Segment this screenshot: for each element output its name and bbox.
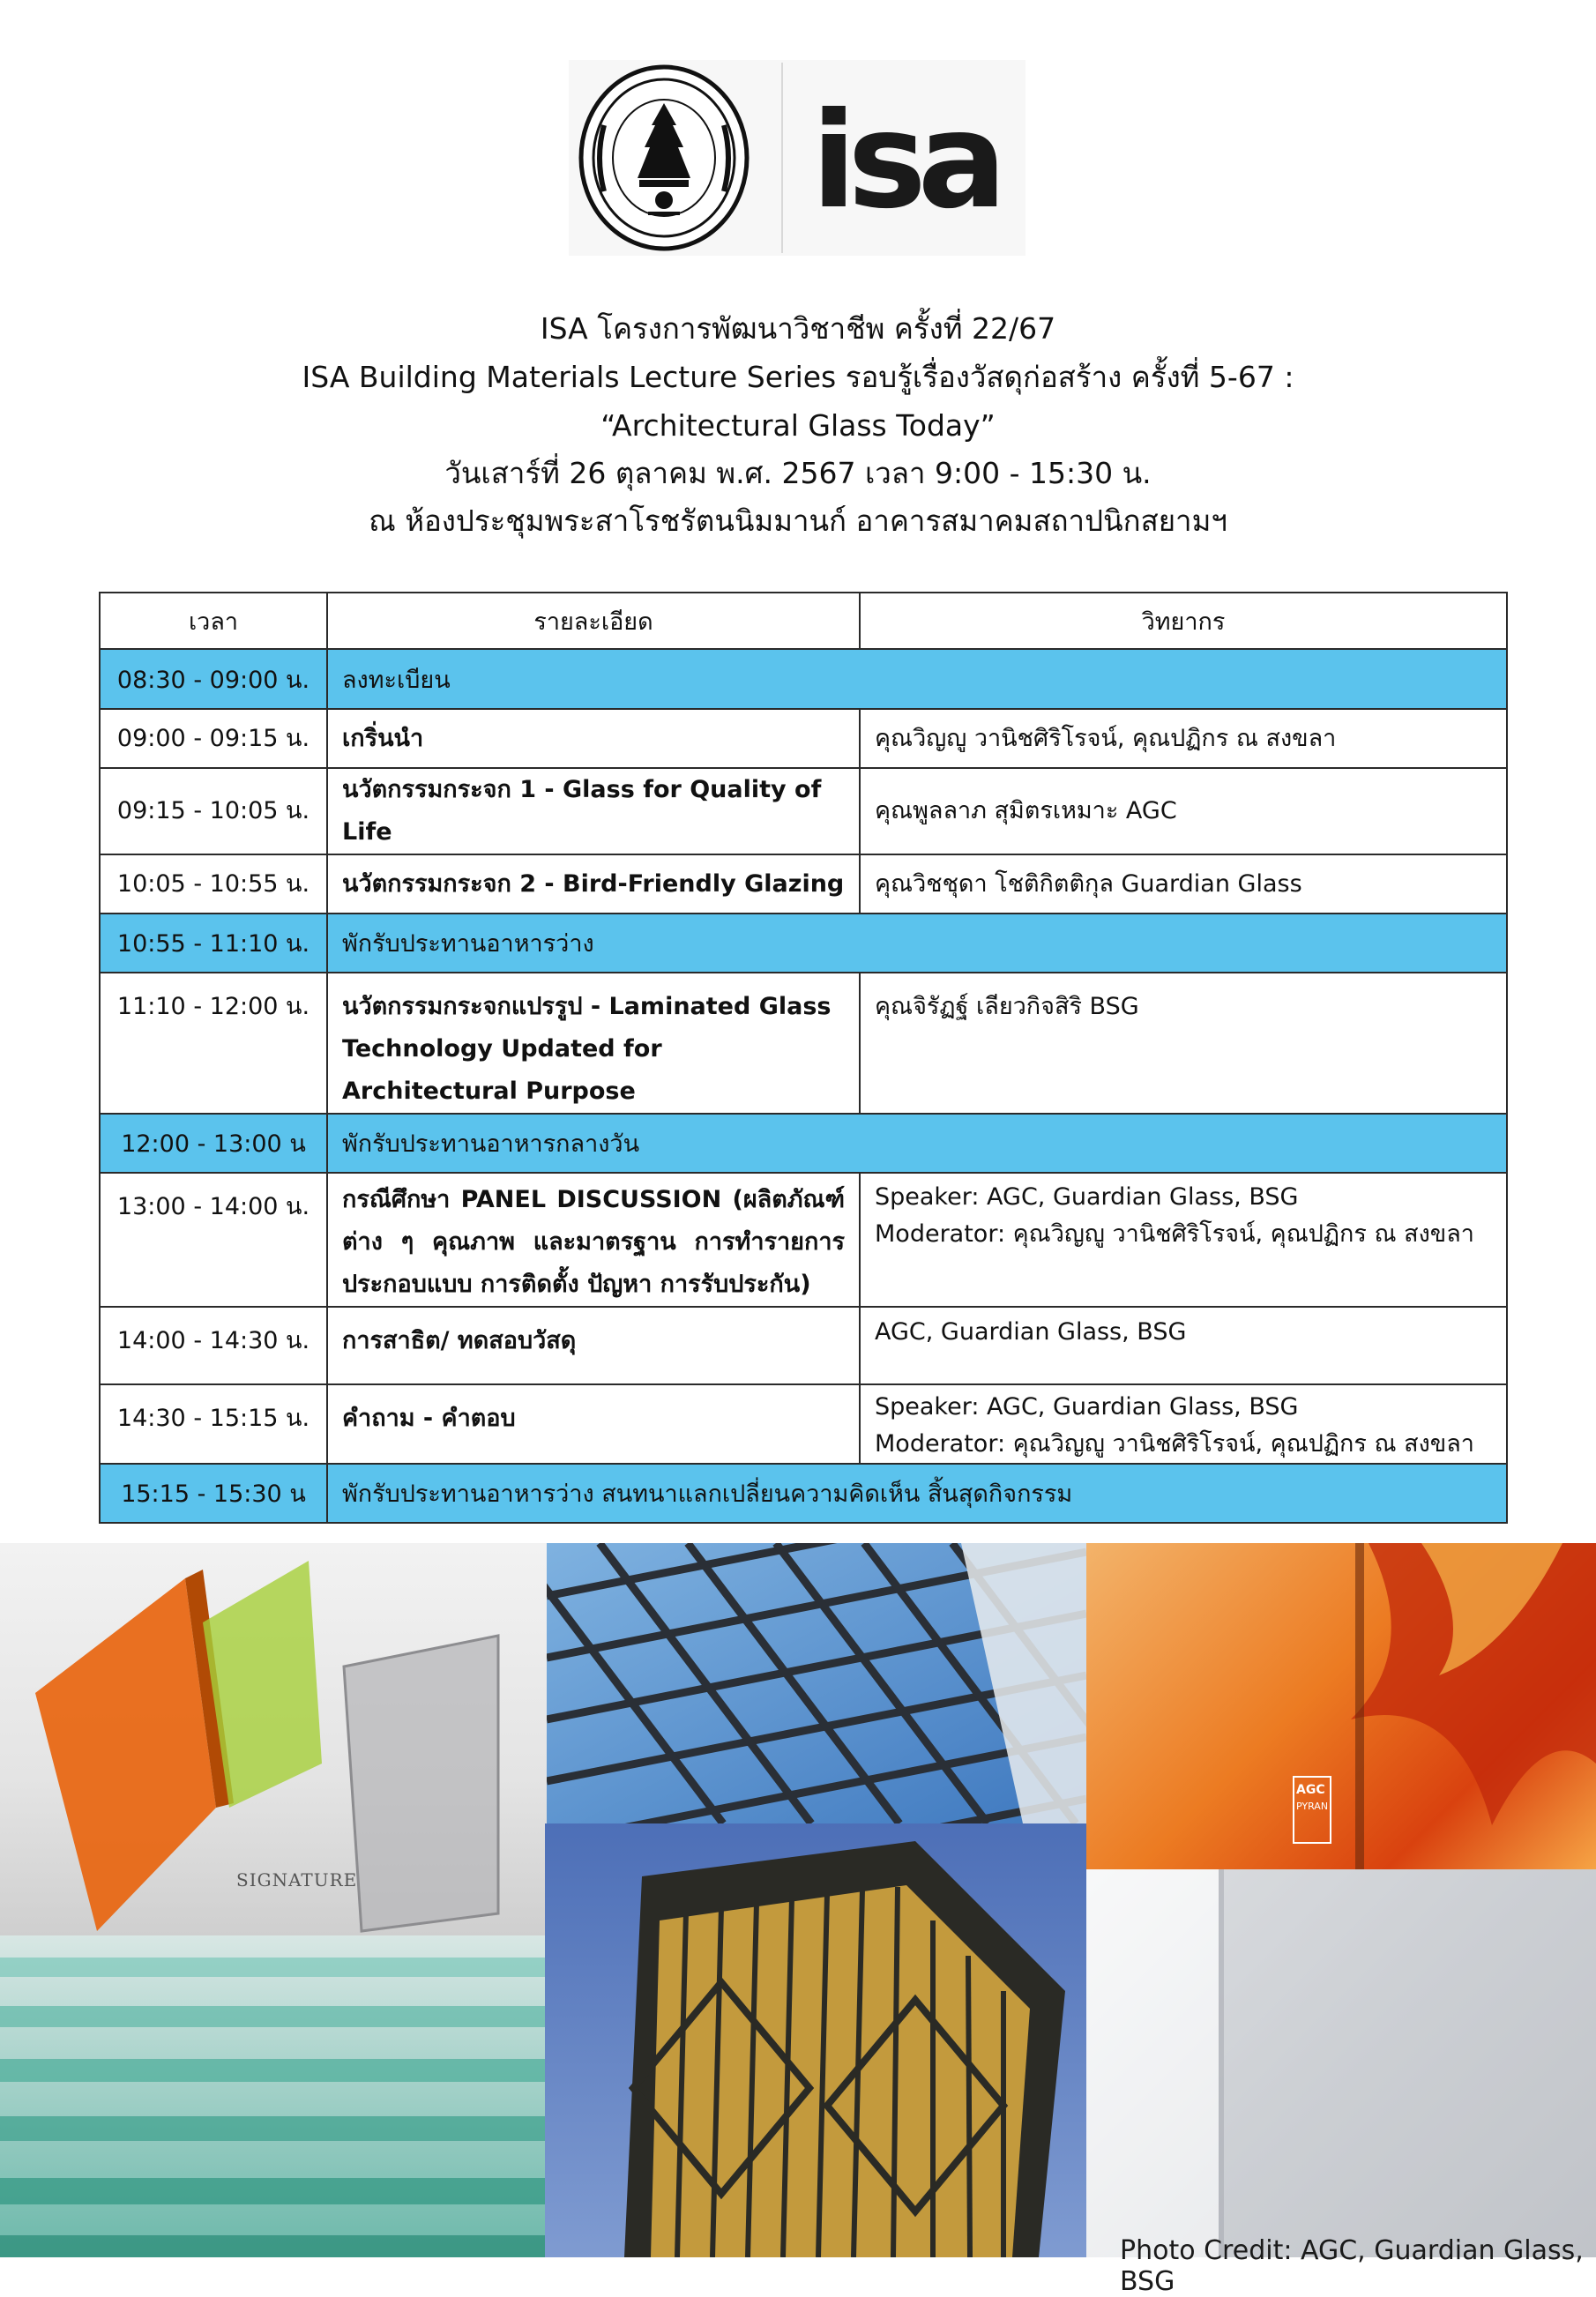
row-time: 14:30 - 15:15 น. — [100, 1384, 327, 1464]
photo-glass-building — [545, 1823, 1086, 2257]
table-row — [100, 1464, 1507, 1523]
photo-textured-glass — [1086, 1869, 1596, 2257]
row-detail: การสาธิต/ ทดสอบวัสดุ — [327, 1307, 860, 1384]
logo-block — [569, 60, 1025, 256]
row-speaker: AGC, Guardian Glass, BSG — [860, 1307, 1507, 1384]
table-row — [100, 1114, 1507, 1173]
row-detail: นวัตกรรมกระจก 1 - Glass for Quality of Life — [327, 768, 860, 854]
table-row — [100, 1384, 1507, 1464]
row-time: 13:00 - 14:00 น. — [100, 1173, 327, 1307]
row-time: 11:10 - 12:00 น. — [100, 973, 327, 1114]
row-detail: ลงทะเบียน — [327, 649, 1507, 709]
signature-label: SIGNATURE — [236, 1869, 358, 1891]
schedule-table — [99, 592, 1508, 1524]
row-detail: พักรับประทานอาหารกลางวัน — [327, 1114, 1507, 1173]
program-title: ISA โครงการพัฒนาวิชาชีพ ครั้งที่ 22/67 — [540, 311, 1056, 346]
row-detail: นวัตกรรมกระจกแปรรูป - Laminated Glass Technology Updated for Architectural Purpose — [327, 973, 860, 1114]
row-detail: พักรับประทานอาหารว่าง — [327, 914, 1507, 973]
table-header-row — [100, 593, 1507, 649]
logo-divider — [781, 63, 783, 253]
speaker-line: Speaker: AGC, Guardian Glass, BSG — [875, 1183, 1299, 1211]
photo-glass-stairs — [0, 1935, 545, 2257]
table-row — [100, 709, 1507, 768]
row-time: 12:00 - 13:00 น — [100, 1114, 327, 1173]
event-date: วันเสาร์ที่ 26 ตุลาคม พ.ศ. 2567 เวลา 9:00 - 15:30 น. — [444, 456, 1152, 490]
row-time: 14:00 - 14:30 น. — [100, 1307, 327, 1384]
isa-wordmark: isa — [811, 85, 998, 238]
event-venue: ณ ห้องประชุมพระสาโรชรัตนนิมมานก์ อาคารสมาคมสถาปนิกสยามฯ — [369, 503, 1227, 538]
series-title: ISA Building Materials Lecture Series รอบรู้เรื่องวัสดุก่อสร้าง ครั้งที่ 5-67 : — [302, 360, 1294, 394]
lecture-title: “Architectural Glass Today” — [600, 408, 996, 443]
table-row — [100, 1173, 1507, 1307]
row-speaker — [860, 1384, 1507, 1464]
row-time: 10:55 - 11:10 น. — [100, 914, 327, 973]
row-speaker: คุณจิรัฏฐ์ เลียวกิจสิริ BSG — [860, 973, 1507, 1114]
row-speaker: คุณพูลลาภ สุมิตรเหมาะ AGC — [860, 768, 1507, 854]
row-time: 09:00 - 09:15 น. — [100, 709, 327, 768]
header-speaker: วิทยากร — [860, 593, 1507, 649]
header-time: เวลา — [100, 593, 327, 649]
table-row — [100, 768, 1507, 854]
row-detail: กรณีศึกษา PANEL DISCUSSION (ผลิตภัณฑ์ต่าง ๆ คุณภาพ และมาตรฐาน การทำรายการประกอบแบบ การติดตั้ง ปัญหา การรับประกัน) — [327, 1173, 860, 1307]
table-row — [100, 914, 1507, 973]
pyran-product-label: PYRAN — [1296, 1801, 1329, 1812]
row-detail: นวัตกรรมกระจก 2 - Bird-Friendly Glazing — [327, 854, 860, 914]
row-detail: เกริ่นนำ — [327, 709, 860, 768]
photo-credit: Photo Credit: AGC, Guardian Glass, BSG — [1120, 2235, 1584, 2297]
row-speaker: คุณวิญญู วานิชศิริโรจน์, คุณปฏิกร ณ สงขลา — [860, 709, 1507, 768]
row-speaker — [860, 1173, 1507, 1307]
pyran-brand-label: AGC — [1296, 1783, 1325, 1797]
row-detail: พักรับประทานอาหารว่าง สนทนาแลกเปลี่ยนความคิดเห็น สิ้นสุดกิจกรรม — [327, 1464, 1507, 1523]
table-row — [100, 649, 1507, 709]
photo-fire-glass — [1086, 1543, 1596, 1869]
moderator-line: Moderator: คุณวิญญู วานิชศิริโรจน์, คุณปฏิกร ณ สงขลา — [875, 1430, 1474, 1458]
row-time: 10:05 - 10:55 น. — [100, 854, 327, 914]
table-row — [100, 1307, 1507, 1384]
table-row — [100, 973, 1507, 1114]
speaker-line: Speaker: AGC, Guardian Glass, BSG — [875, 1393, 1299, 1421]
row-time: 08:30 - 09:00 น. — [100, 649, 327, 709]
row-speaker: คุณวิชชุดา โชติกิตติกุล Guardian Glass — [860, 854, 1507, 914]
isa-seal-logo — [578, 63, 750, 252]
row-detail: คำถาม - คำตอบ — [327, 1384, 860, 1464]
photo-glass-skylight — [547, 1543, 1086, 1823]
row-time: 09:15 - 10:05 น. — [100, 768, 327, 854]
table-row — [100, 854, 1507, 914]
photo-signature-glass — [0, 1543, 547, 1935]
row-time: 15:15 - 15:30 น — [100, 1464, 327, 1523]
moderator-line: Moderator: คุณวิญญู วานิชศิริโรจน์, คุณปฏิกร ณ สงขลา — [875, 1220, 1474, 1248]
header-detail: รายละเอียด — [327, 593, 860, 649]
